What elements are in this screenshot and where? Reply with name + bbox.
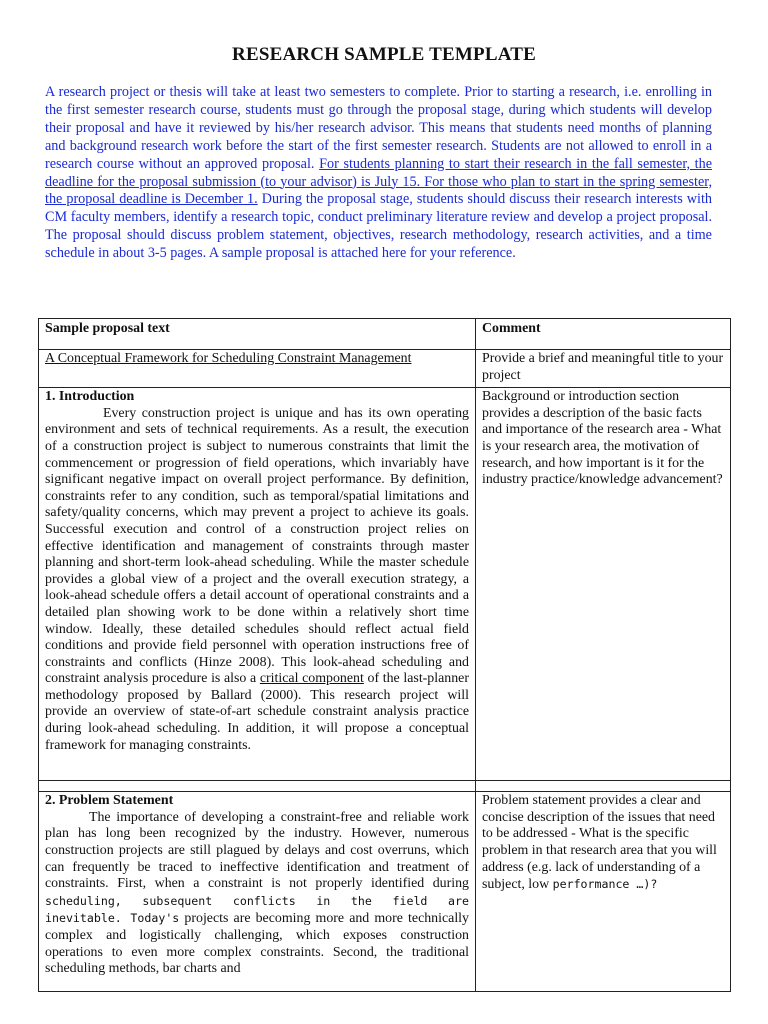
spacer-right bbox=[476, 781, 731, 792]
problem-comment-text: Problem statement provides a clear and concise description of the issues that need to be addressed - What is the specific problem in that research area that you will address (e.g. lack of understanding of a subject, low bbox=[482, 793, 717, 893]
problem-text-a: The importance of developing a constraint-free and reliable work plan has long been recognized by the industry. However, numerous construction projects are still plagued by delays and cost overruns, which can frequently be traced to ineffective identification and treatment of constraints. First, when a constraint is not properly identified during bbox=[45, 809, 469, 892]
introduction-text-b: of the last-planner methodology proposed by Ballard (2000). This research project will provide an overview of state-of-art schedule constraint analysis practice during look-ahead scheduling. In addition, it will propose a conceptual framework for managing constraints. bbox=[45, 671, 469, 753]
introduction-body bbox=[45, 406, 469, 754]
problem-comment-mono: performance …)? bbox=[552, 877, 658, 892]
proposal-title: A Conceptual Framework for Scheduling Constraint Management bbox=[45, 351, 412, 366]
introduction-critical-component: critical component bbox=[259, 671, 364, 687]
page-title: RESEARCH SAMPLE TEMPLATE bbox=[232, 44, 536, 65]
proposal-table bbox=[38, 318, 731, 992]
table-header-row bbox=[39, 319, 731, 350]
intro-text-1: A research project or thesis will take at least two semesters to complete. Prior to starting a research, i.e. enrolling in the first semester research course, students must go through the proposal stage, during which students will develop their proposal and have it reviewed by his/her research advisor. This means that students need months of planning and background research work before the start of the first semester research. Students are not allowed to enroll in a research course without an approved proposal. bbox=[45, 84, 712, 172]
header-comment: Comment bbox=[476, 319, 731, 350]
intro-deadline-text: For students planning to start their research in the fall semester, the deadline for the proposal submission (to your advisor) is July 15. For those who plan to start in the spring semester, the proposal deadline is December 1. bbox=[45, 155, 713, 208]
row-spacer bbox=[39, 781, 731, 792]
spacer-left bbox=[39, 781, 476, 792]
problem-body bbox=[45, 810, 469, 978]
problem-comment bbox=[476, 792, 731, 992]
introduction-comment: Background or introduction section provides a description of the basic facts and importance of the research area - What is your research area, the motivation of research, and how important is it for the industry practice/knowledge advancement? bbox=[476, 388, 731, 781]
introduction-heading: 1. Introduction bbox=[45, 389, 135, 405]
problem-heading: 2. Problem Statement bbox=[45, 793, 174, 809]
introduction-cell bbox=[39, 388, 476, 781]
introduction-text-a: Every construction project is unique and has its own operating environment and sets of technical requirements. As a result, the execution of a construction project is subject to numerous constraints that limit the commencement or progression of field operations, which invariably have significant negative impact on overall project performance. By definition, constraints refer to any condition, such as temporal/spatial limitations and safety/quality concerns, which may prevent a project to achieve its goals. Successful execution and control of a construction project relies on effective identification and management of constraints through master planning and short-term look-ahead scheduling. While the master schedule provides a global view of a project and the overall execution strategy, a look-ahead schedule offers a detail account of operational constraints and a detailed plan showing work to be done within a relatively short time window. Ideally, these detailed schedules should reflect actual field conditions and provide field personnel with operation instructions free of constraints and conflicts (Hinze 2008). This look-ahead scheduling and constraint analysis procedure is also a bbox=[45, 405, 469, 687]
intro-text-2: During the proposal stage, students should discuss their research interests with CM faculty members, identify a research topic, conduct preliminary literature review and develop a project proposal. The proposal should discuss problem statement, objectives, research methodology, research activities, and a time schedule in about 3-5 pages. A sample proposal is attached here for your reference. bbox=[45, 191, 713, 262]
problem-row bbox=[39, 792, 731, 992]
problem-text-b: projects are becoming more and more technically complex and logistically challenging, which exposes construction operations to even more complex constraints. Second, the traditional scheduling methods, bar charts and bbox=[45, 911, 469, 977]
intro-paragraph bbox=[45, 84, 712, 263]
introduction-row bbox=[39, 388, 731, 781]
title-row bbox=[39, 350, 731, 388]
title-comment: Provide a brief and meaningful title to your project bbox=[476, 350, 731, 388]
problem-text-mono: scheduling, subsequent conflicts in the field are inevitable. Today's bbox=[45, 893, 469, 926]
proposal-title-cell bbox=[39, 350, 476, 388]
header-proposal-text: Sample proposal text bbox=[39, 319, 476, 350]
problem-cell bbox=[39, 792, 476, 992]
